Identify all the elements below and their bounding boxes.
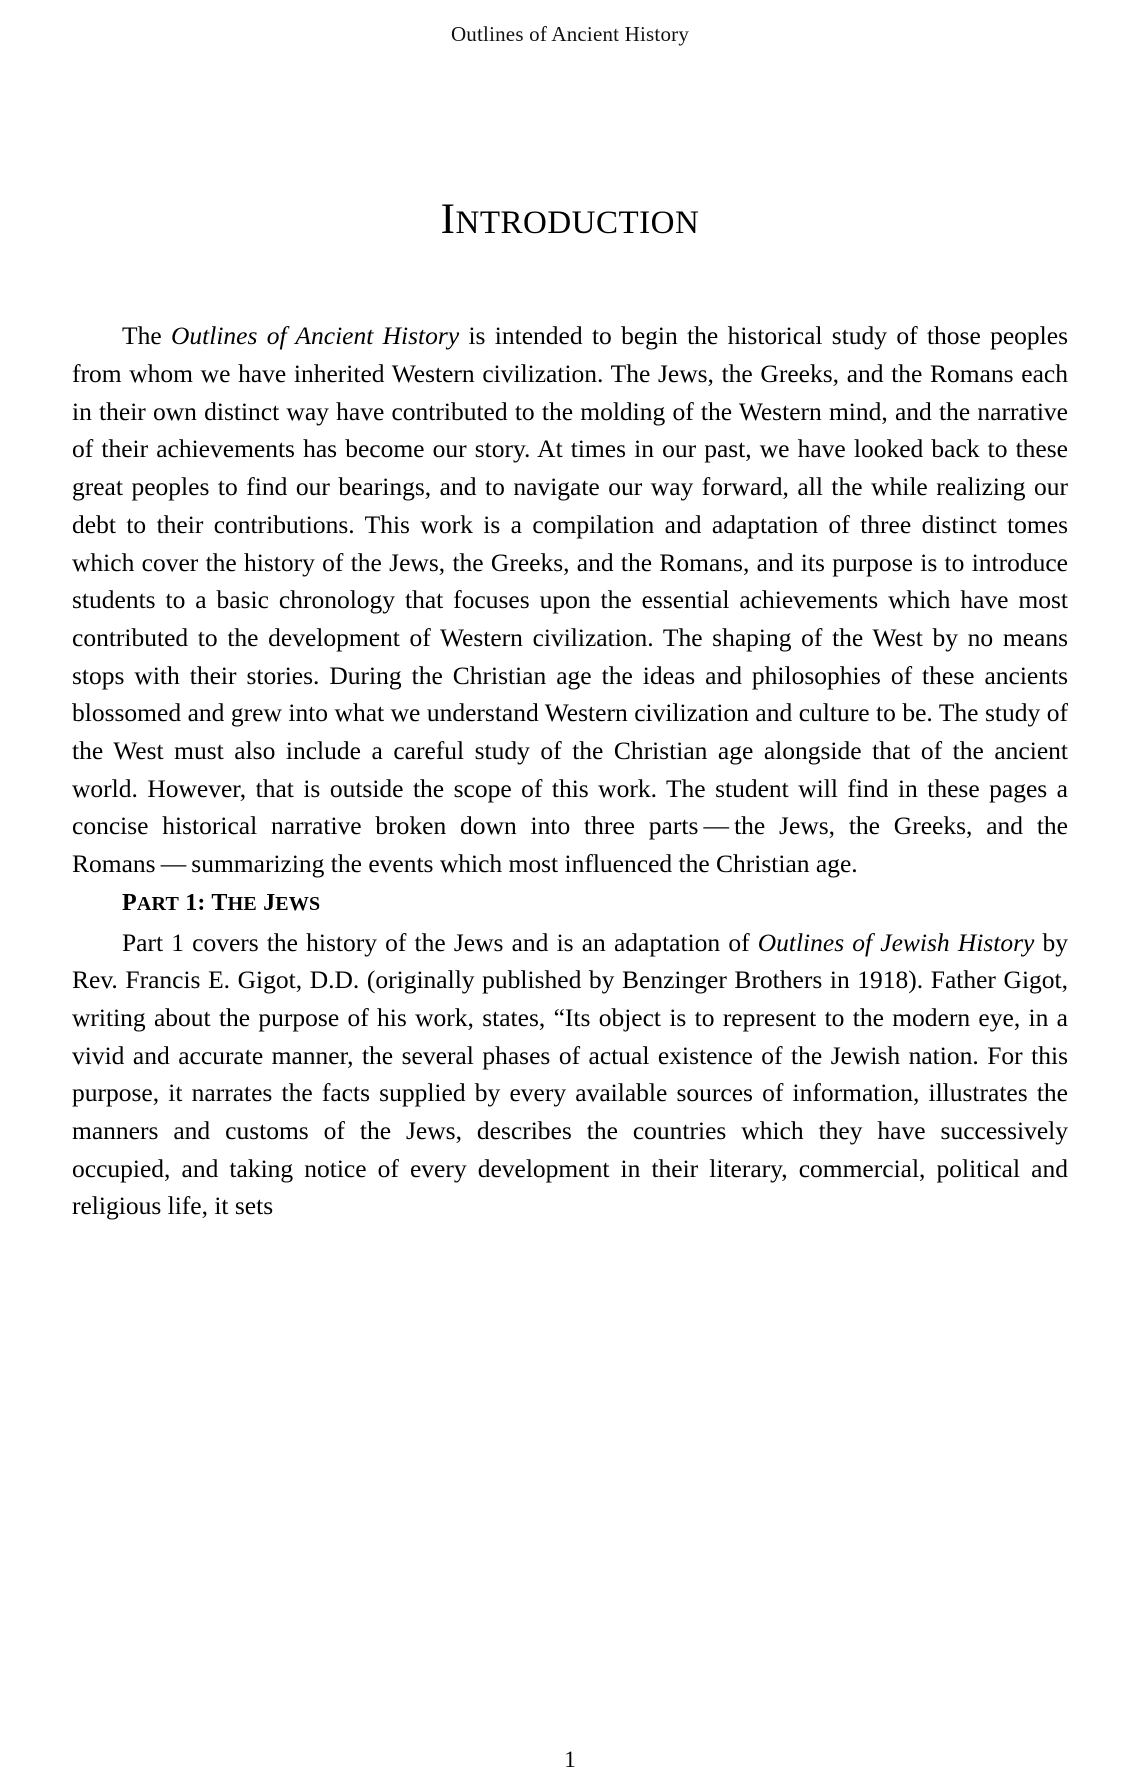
chapter-title-initial: I [440,196,456,243]
running-header: Outlines of Ancient History [450,22,690,46]
section-heading-ews: EWS [275,892,321,915]
section-heading-initial-j: J [256,889,276,916]
page-content [72,196,1068,1225]
section-heading-initial-p: P [122,889,137,916]
part1-paragraph-1 [72,924,1068,1226]
section-heading-number: 1: [179,889,212,916]
part1-paragraph-1-segment-2: by Rev. Francis E. Gigot, D.D. (originally published by Benzinger Brothers in 1918). Father Gigot, writing about the purpose of his work, states, “Its object is to represent to the modern eye, in a vivid and accurate manner, the several phases of actual existence of the Jewish nation. For this purpose, it narrates the facts supplied by every available sources of information, illustrates the manners and customs of the Jews, describes the countries which they have successively occupied, and taking notice of every development in their literary, commercial, political and religious life, it sets [72,927,1068,1221]
section-heading-initial-t: T [211,889,228,916]
page-title [72,196,1068,243]
intro-paragraph-1-italic-title: Outlines of Ancient History [170,321,460,351]
intro-paragraph-1 [72,317,1068,883]
section-heading-art: ART [136,892,179,915]
section-heading-part-1 [72,883,1068,924]
part1-paragraph-1-italic-title: Outlines of Jewish History [757,927,1035,957]
chapter-title-rest: NTRODUCTION [455,205,700,241]
intro-paragraph-1-segment-1: The [122,321,171,351]
section-heading-he: HE [227,892,257,915]
intro-paragraph-1-segment-2: is intended to begin the historical study of those peoples from whom we have inherited Western civilization. The Jews, the Greeks, and the Romans each in their own distinct way have contributed to the molding of the Western mind, and the narrative of their achievements has become our story. At times in our past, we have looked back to these great peoples to find our bearings, and to navigate our way forward, all the while realizing our debt to their contributions. This work is a compilation and adaptation of three distinct tomes which cover the history of the Jews, the Greeks, and the Romans, and its purpose is to introduce students to a basic chronology that focuses upon the essential achievements which have most contributed to the development of Western civilization. The shaping of the West by no means stops with their stories. During the Christian age the ideas and philosophies of these ancients blossomed and grew into what we understand Western civilization and culture to be. The study of the West must also include a careful study of the Christian age alongside that of the ancient world. However, that is outside the scope of this work. The student will find in these pages a concise historical narrative broken down into three parts — the Jews, the Greeks, and the Romans — summarizing the events which most influenced the Christian age. [72,321,1068,879]
part1-paragraph-1-segment-1: Part 1 covers the history of the Jews and is an adaptation of [122,927,758,957]
page-number: 1 [564,1747,576,1772]
